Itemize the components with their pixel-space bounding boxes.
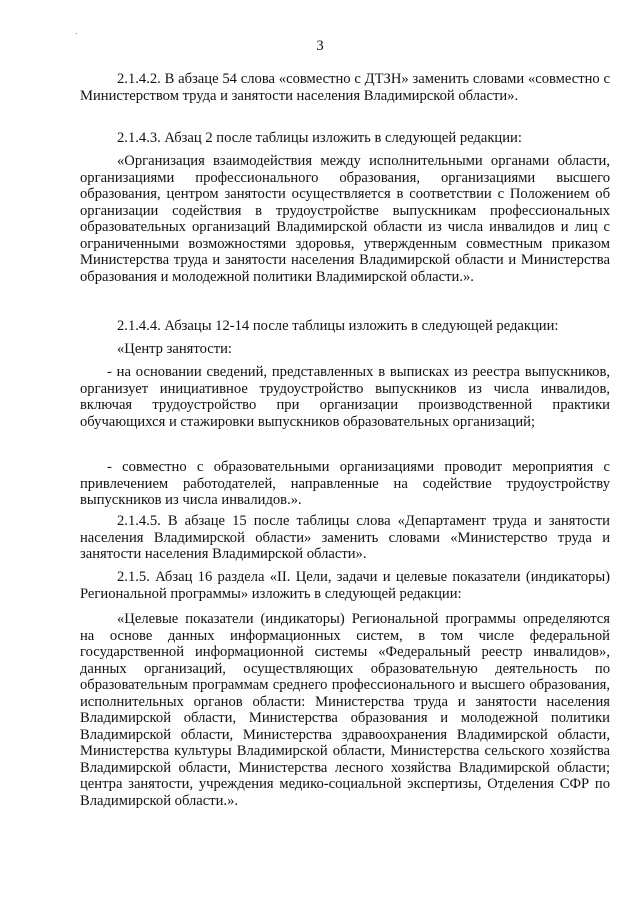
list-item-registry: - на основании сведений, представленных в выписках из реестра выпускников, организует инициативное трудоустройство выпускников из числа инвалидов, включая трудоустройство при организации производственной практики обучающихся и стажировки выпускников образовательных организаций;	[80, 364, 610, 430]
paragraph-2-1-4-4: 2.1.4.4. Абзацы 12-14 после таблицы изложить в следующей редакции:	[117, 318, 559, 334]
list-item-joint-events: - совместно с образовательными организациями проводит мероприятия с привлечением работодателей, направленные на содействие трудоустройству выпускников из числа инвалидов.».	[80, 459, 610, 508]
scan-speck	[76, 33, 77, 34]
paragraph-quote-indicators: «Целевые показатели (индикаторы) Региональной программы определяются на основе данных информационных систем, в том числе федеральной государственной информационной системы «Федеральный реестр инвалидов», данных организаций, осуществляющих образовательную деятельность по образовательным программам среднего профессионального и высшего образования, исполнительных органов области: Министерства труда и занятости населения Владимирской области, Министерства образования и молодежной политики Владимирской области, Министерства здравоохранения Владимирской области, Министерства культуры Владимирской области, Министерства сельского хозяйства Владимирской области, Министерства лесного хозяйства Владимирской области; центра занятости, учреждения медико-социальной экспертизы, Отделения СФР по Владимирской области.».	[80, 611, 610, 809]
paragraph-2-1-4-3: 2.1.4.3. Абзац 2 после таблицы изложить в следующей редакции:	[117, 130, 522, 146]
paragraph-employment-center: «Центр занятости:	[117, 341, 232, 357]
paragraph-quote-organization: «Организация взаимодействия между исполнительными органами области, организациями профессионального образования, организациями высшего образования, центром занятости осуществляется в соответствии с Положением об организации содействия в трудоустройстве выпускникам профессиональных образовательных организаций Владимирской области из числа инвалидов и лиц с ограниченными возможностями здоровья, утвержденным совместным приказом Министерства труда и занятости населения Владимирской области и Министерства образования и молодежной политики Владимирской области.».	[80, 153, 610, 285]
page-number: 3	[316, 38, 324, 54]
paragraph-2-1-4-2: 2.1.4.2. В абзаце 54 слова «совместно с ДТЗН» заменить словами «совместно с Министерством труда и занятости населения Владимирской области».	[80, 71, 610, 104]
paragraph-2-1-4-5: 2.1.4.5. В абзаце 15 после таблицы слова «Департамент труда и занятости населения Владимирской области» заменить словами «Министерство труда и занятости населения Владимирской области».	[80, 513, 610, 562]
paragraph-2-1-5: 2.1.5. Абзац 16 раздела «II. Цели, задачи и целевые показатели (индикаторы) Региональной программы» изложить в следующей редакции:	[80, 569, 610, 602]
